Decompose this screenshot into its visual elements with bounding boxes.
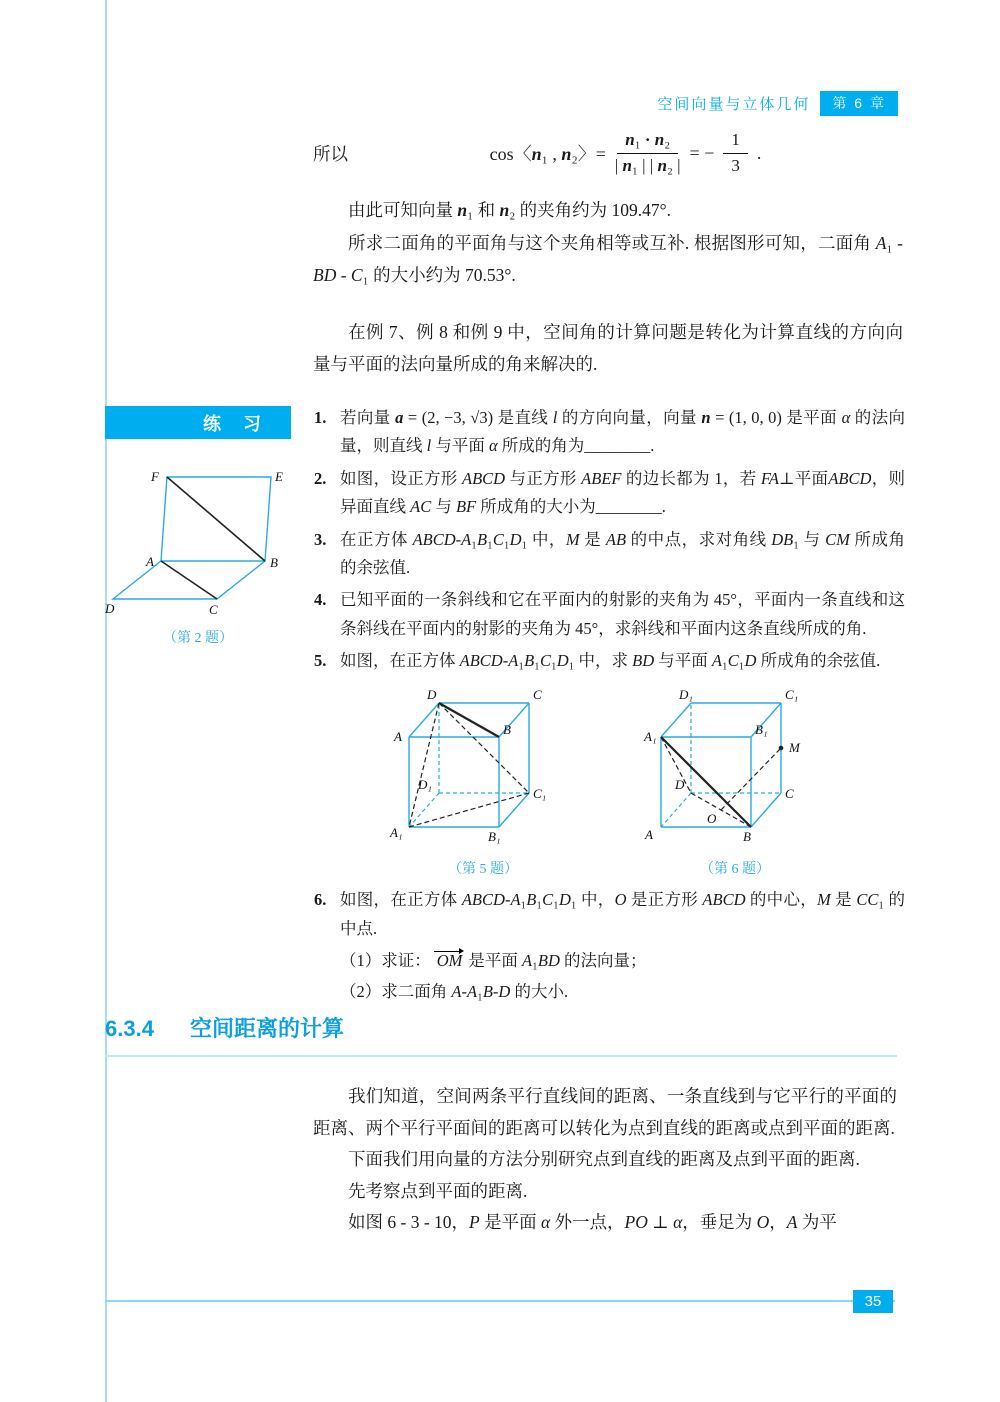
formula-fraction-1 [615, 129, 681, 178]
vertex-label-D: D [105, 601, 115, 616]
section-number: 6.3.4 [105, 1016, 154, 1041]
vertex-label-B: B [270, 555, 278, 570]
paragraph-distance-intro: 我们知道，空间两条平行直线间的距离、一条直线到与它平行的平面的距离、两个平行平面间的距离可以转化为点到直线的距离或点到平面的距离. [313, 1086, 897, 1138]
vertex-label-E: E [275, 469, 283, 484]
exercise-3 [313, 526, 905, 583]
cube-figures-row [313, 687, 905, 878]
fig6-caption: （第 6 题） [700, 862, 770, 878]
diagonal-FB [167, 477, 265, 561]
section-body [313, 1081, 897, 1239]
exercise-4-number: 4. [314, 590, 327, 610]
point-label-M: M [789, 740, 800, 756]
footer-rule [105, 1300, 895, 1302]
vertex-label-D: D [427, 687, 437, 703]
exercise-6 [313, 886, 905, 943]
diagonals [161, 477, 265, 599]
vertex-label-D1: D₁ [418, 777, 432, 793]
formula-lhs: cos〈n₁ , n₂〉= [489, 144, 606, 164]
part1-text-pre: （1）求证： [340, 951, 431, 971]
cube-problem5-svg [385, 687, 581, 845]
exercise-4-text: 已知平面的一条斜线和它在平面内的射影的夹角为 45°，平面内一条直线和这条斜线在平面内的射影的夹角为 45°，求斜线和平面内这条直线所成的角. [340, 590, 905, 638]
exercise-1-number: 1. [314, 408, 327, 427]
cube-problem6-svg [637, 687, 833, 845]
vertex-label-C: C [209, 602, 218, 617]
vertex-label-B: B [743, 829, 751, 845]
fraction2-numerator: 1 [723, 129, 748, 154]
exercise-5-text: 如图，在正方体 ABCD-A₁B₁C₁D₁ 中，求 BD 与平面 A₁C₁D 所成角的余弦值. [340, 651, 881, 670]
cube5-plane-A1C1D [409, 703, 529, 827]
figure-problem6 [637, 687, 833, 878]
exercise-5-number: 5. [314, 651, 327, 670]
fig2-caption: （第 2 题） [163, 631, 233, 646]
exercise-5 [313, 647, 905, 675]
exercise-2-text: 如图，设正方形 ABCD 与正方形 ABEF 的边长都为 1，若 FA⊥平面ABCD，则异面直线 AC 与 BF 所成角的大小为________. [340, 468, 906, 517]
figure-problem2 [105, 461, 291, 619]
vertex-label-A1: A₁ [390, 825, 403, 841]
vertex-label-A: A [146, 554, 154, 569]
square-and-plane-edges [113, 477, 271, 599]
vertex-label-D: D [675, 777, 685, 793]
vertex-label-C1: C₁ [533, 786, 547, 802]
vertex-label-A1: A₁ [644, 729, 657, 745]
exercise-3-text: 在正方体 ABCD-A₁B₁C₁D₁ 中，M 是 AB 的中点，求对角线 DB₁ 与 CM 所成角的余弦值. [340, 529, 905, 577]
point-M-dot [779, 746, 784, 751]
fraction1-numerator: n₁ · n₂ [617, 129, 678, 154]
vector-OM: OM [434, 951, 466, 970]
exercise-heading: 练 习 [105, 406, 291, 439]
exercise-1 [313, 404, 905, 461]
diagonal-AC [161, 561, 217, 599]
paragraph-distance-method: 下面我们用向量的方法分别研究点到直线的距离及点到平面的距离. [348, 1149, 860, 1169]
exercise-sidebar [105, 406, 291, 647]
formula-fraction-2 [723, 129, 748, 178]
point-label-O: O [707, 811, 717, 827]
paragraph-dihedral-result: 所求二面角的平面角与这个夹角相等或互补. 根据图形可知，二面角 A₁ - BD - C₁ 的大小约为 70.53°. [313, 232, 904, 286]
chapter-title: 空间向量与立体几何 [657, 96, 811, 113]
vertex-label-D1: D₁ [679, 687, 693, 703]
page-number: 35 [853, 1290, 893, 1313]
vertex-label-C: C [533, 687, 542, 703]
section-heading [105, 1012, 897, 1057]
part2-text: （2）求二面角 A-A₁B-D 的大小. [340, 981, 569, 1001]
exercise-3-number: 3. [314, 529, 327, 549]
paragraph-figure-setup: 如图 6 - 3 - 10，P 是平面 α 外一点，PO ⊥ α，垂足为 O，A 为平 [348, 1212, 837, 1232]
vertex-label-F: F [151, 469, 159, 484]
vertex-label-A: A [394, 729, 402, 745]
section-title: 空间距离的计算 [189, 1016, 344, 1041]
vertex-label-C1: C₁ [785, 687, 799, 703]
exercise-6-number: 6. [314, 890, 327, 910]
exercise-1-text: 若向量 a = (2, −3, √3) 是直线 l 的方向向量，向量 n = (1, 0, 0) 是平面 α 的法向量，则直线 l 与平面 α 所成的角为________. [340, 408, 906, 456]
formula-equals-minus: = − [689, 142, 715, 163]
cosine-formula [313, 126, 903, 180]
vertex-label-A: A [645, 827, 653, 843]
cube5-line-BD [439, 703, 499, 737]
vertex-label-C: C [785, 786, 794, 802]
formula-intro: 所以 [313, 143, 348, 164]
vertex-label-B: B [503, 722, 511, 738]
cube5-hidden-edges [409, 703, 529, 827]
paragraph-angle-value: 由此可知向量 n₁ 和 n₂ 的夹角约为 109.47°. [348, 200, 672, 220]
fraction2-denominator: 3 [731, 155, 740, 175]
exercise-2-number: 2. [314, 468, 327, 488]
exercise-6-part-2 [313, 978, 905, 1006]
vertex-label-B1: B₁ [488, 829, 501, 845]
figure-problem5 [385, 687, 581, 878]
exercise-section [105, 404, 906, 1008]
vertex-label-B1: B₁ [755, 722, 768, 738]
chapter-header [657, 91, 898, 116]
cube5-visible-edges [409, 703, 529, 827]
fraction1-denominator: | n₁ | | n₂ | [614, 155, 681, 175]
fig5-caption: （第 5 题） [448, 862, 518, 878]
solution-text-block [313, 126, 903, 381]
fig2-vertex-labels [105, 469, 283, 617]
exercise-6-text: 如图，在正方体 ABCD-A₁B₁C₁D₁ 中，O 是正方形 ABCD 的中心，M 是 CC₁ 的中点. [340, 890, 906, 938]
paragraph-method-summary: 在例 7、例 8 和例 9 中，空间角的计算问题是转化为计算直线的方向向量与平面的法向量所成的角来解决的. [313, 321, 903, 375]
exercise-2 [313, 465, 905, 522]
chapter-badge: 第 6 章 [820, 91, 898, 116]
formula-body [348, 129, 903, 178]
part1-text-post: 是平面 A₁BD 的法向量； [468, 951, 647, 971]
section-6-3-4 [105, 1012, 897, 1239]
exercise-6-part-1 [313, 947, 905, 975]
formula-period: . [756, 142, 762, 163]
exercise-4 [313, 586, 905, 643]
paragraph-point-plane: 先考察点到平面的距离. [348, 1180, 528, 1201]
